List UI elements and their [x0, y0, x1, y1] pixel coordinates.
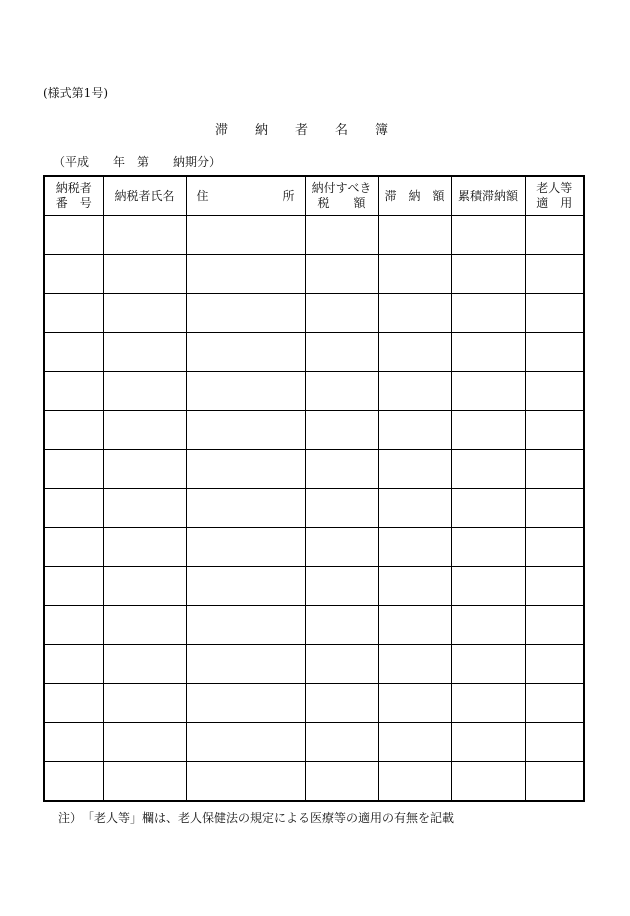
table-cell[interactable] [44, 684, 103, 723]
table-cell[interactable] [525, 450, 584, 489]
header-line: 老人等 [536, 181, 573, 195]
table-cell[interactable] [525, 528, 584, 567]
header-delinquent-amount [378, 176, 451, 216]
table-cell[interactable] [525, 411, 584, 450]
table-cell[interactable] [305, 528, 378, 567]
table-row [44, 372, 584, 411]
table-cell[interactable] [305, 645, 378, 684]
header-line: 滞 納 額 [384, 188, 445, 203]
table-cell[interactable] [525, 684, 584, 723]
table-cell[interactable] [525, 294, 584, 333]
table-cell[interactable] [378, 528, 451, 567]
table-cell[interactable] [451, 255, 525, 294]
table-cell[interactable] [305, 411, 378, 450]
table-cell[interactable] [305, 255, 378, 294]
header-line: 納付すべき [311, 181, 372, 195]
table-cell[interactable] [186, 450, 305, 489]
table-cell[interactable] [44, 411, 103, 450]
table-row [44, 762, 584, 802]
table-cell[interactable] [103, 645, 186, 684]
table-cell[interactable] [451, 684, 525, 723]
table-cell[interactable] [378, 255, 451, 294]
table-cell[interactable] [378, 606, 451, 645]
table-cell[interactable] [305, 489, 378, 528]
table-cell[interactable] [525, 489, 584, 528]
table-cell[interactable] [378, 372, 451, 411]
table-cell[interactable] [451, 372, 525, 411]
table-cell[interactable] [305, 372, 378, 411]
header-line: 番 号 [55, 196, 92, 210]
table-cell[interactable] [451, 333, 525, 372]
header-line: 所 [282, 188, 295, 203]
table-cell[interactable] [525, 762, 584, 802]
table-cell[interactable] [378, 567, 451, 606]
header-line: 適 用 [536, 196, 573, 210]
table-cell[interactable] [378, 762, 451, 802]
table-cell[interactable] [103, 216, 186, 255]
table-cell[interactable] [378, 333, 451, 372]
table-cell[interactable] [103, 528, 186, 567]
table-cell[interactable] [103, 255, 186, 294]
table-cell[interactable] [103, 372, 186, 411]
table-cell[interactable] [378, 411, 451, 450]
table-cell[interactable] [103, 684, 186, 723]
table-cell[interactable] [305, 294, 378, 333]
table-cell[interactable] [451, 606, 525, 645]
table-cell[interactable] [451, 450, 525, 489]
table-row [44, 606, 584, 645]
header-line: 納税者氏名 [114, 188, 175, 203]
table-row [44, 489, 584, 528]
table-cell[interactable] [305, 333, 378, 372]
table-cell[interactable] [44, 762, 103, 802]
header-elderly-applicable [525, 176, 584, 216]
table-cell[interactable] [378, 489, 451, 528]
title-char: 納 [255, 123, 269, 138]
table-cell[interactable] [451, 528, 525, 567]
table-cell[interactable] [525, 645, 584, 684]
table-row [44, 411, 584, 450]
table-cell[interactable] [525, 255, 584, 294]
footnote: 注） 「老人等」欄は、老人保健法の規定による医療等の適用の有無を記載 [58, 811, 455, 825]
table-cell[interactable] [44, 255, 103, 294]
table-cell[interactable] [44, 723, 103, 762]
table-row [44, 567, 584, 606]
header-taxpayer-name [103, 176, 186, 216]
table-row [44, 294, 584, 333]
table-cell[interactable] [305, 684, 378, 723]
table-cell[interactable] [103, 489, 186, 528]
form-number: (様式第1号) [43, 86, 108, 100]
period-line: （平成 年 第 納期分） [53, 155, 222, 169]
table-cell[interactable] [44, 450, 103, 489]
table-cell[interactable] [186, 762, 305, 802]
delinquent-taxpayer-table [43, 175, 585, 802]
table-cell[interactable] [186, 723, 305, 762]
header-taxpayer-number [44, 176, 103, 216]
table-row [44, 723, 584, 762]
title-char: 滞 [215, 123, 229, 138]
table-cell[interactable] [103, 333, 186, 372]
table-cell[interactable] [44, 528, 103, 567]
table-cell[interactable] [186, 645, 305, 684]
table-cell[interactable] [525, 606, 584, 645]
table-cell[interactable] [378, 450, 451, 489]
table-cell[interactable] [525, 333, 584, 372]
table-cell[interactable] [103, 411, 186, 450]
table-cell[interactable] [44, 216, 103, 255]
table-cell[interactable] [44, 372, 103, 411]
table-row [44, 255, 584, 294]
table-cell[interactable] [186, 528, 305, 567]
table-cell[interactable] [186, 567, 305, 606]
table-cell[interactable] [186, 216, 305, 255]
table-cell[interactable] [103, 450, 186, 489]
table-cell[interactable] [186, 684, 305, 723]
header-cumulative-delinquent [451, 176, 525, 216]
table-row [44, 645, 584, 684]
table-cell[interactable] [44, 294, 103, 333]
header-line: 住 [196, 188, 209, 203]
table-cell[interactable] [103, 294, 186, 333]
header-tax-due [305, 176, 378, 216]
table-cell[interactable] [44, 606, 103, 645]
table-cell[interactable] [44, 333, 103, 372]
table-cell[interactable] [186, 372, 305, 411]
table-row [44, 450, 584, 489]
table-cell[interactable] [305, 723, 378, 762]
table-cell[interactable] [305, 567, 378, 606]
header-row [44, 176, 584, 216]
header-line: 納税者 [55, 181, 92, 195]
table-cell[interactable] [525, 567, 584, 606]
table-cell[interactable] [451, 294, 525, 333]
table-cell[interactable] [305, 216, 378, 255]
table-cell[interactable] [378, 645, 451, 684]
table-cell[interactable] [186, 255, 305, 294]
table-cell[interactable] [186, 489, 305, 528]
table-cell[interactable] [451, 216, 525, 255]
table-cell[interactable] [103, 723, 186, 762]
table-cell[interactable] [103, 606, 186, 645]
table-cell[interactable] [525, 216, 584, 255]
title-char: 簿 [375, 123, 389, 138]
page-title [215, 119, 415, 138]
table-cell[interactable] [378, 294, 451, 333]
table-cell[interactable] [451, 411, 525, 450]
table-row [44, 528, 584, 567]
table-cell[interactable] [305, 762, 378, 802]
table-cell[interactable] [103, 567, 186, 606]
title-char: 名 [335, 123, 349, 138]
table-cell[interactable] [305, 606, 378, 645]
table-cell[interactable] [451, 762, 525, 802]
table-cell[interactable] [451, 645, 525, 684]
table-cell[interactable] [186, 333, 305, 372]
table-cell[interactable] [451, 723, 525, 762]
table-cell[interactable] [451, 567, 525, 606]
table-cell[interactable] [186, 606, 305, 645]
table-cell[interactable] [378, 723, 451, 762]
header-address [186, 176, 305, 216]
header-line: 累積滞納額 [457, 188, 518, 203]
table-cell[interactable] [103, 762, 186, 802]
table-cell[interactable] [44, 567, 103, 606]
title-char: 者 [295, 123, 309, 138]
header-line: 税 額 [317, 196, 366, 210]
table-cell[interactable] [525, 372, 584, 411]
table-cell[interactable] [525, 723, 584, 762]
table-cell[interactable] [305, 450, 378, 489]
table-cell[interactable] [451, 489, 525, 528]
table-cell[interactable] [186, 411, 305, 450]
table-cell[interactable] [378, 216, 451, 255]
table-cell[interactable] [378, 684, 451, 723]
table-cell[interactable] [186, 294, 305, 333]
table-row [44, 333, 584, 372]
table-row [44, 684, 584, 723]
table-cell[interactable] [44, 489, 103, 528]
table-cell[interactable] [44, 645, 103, 684]
table-row [44, 216, 584, 255]
